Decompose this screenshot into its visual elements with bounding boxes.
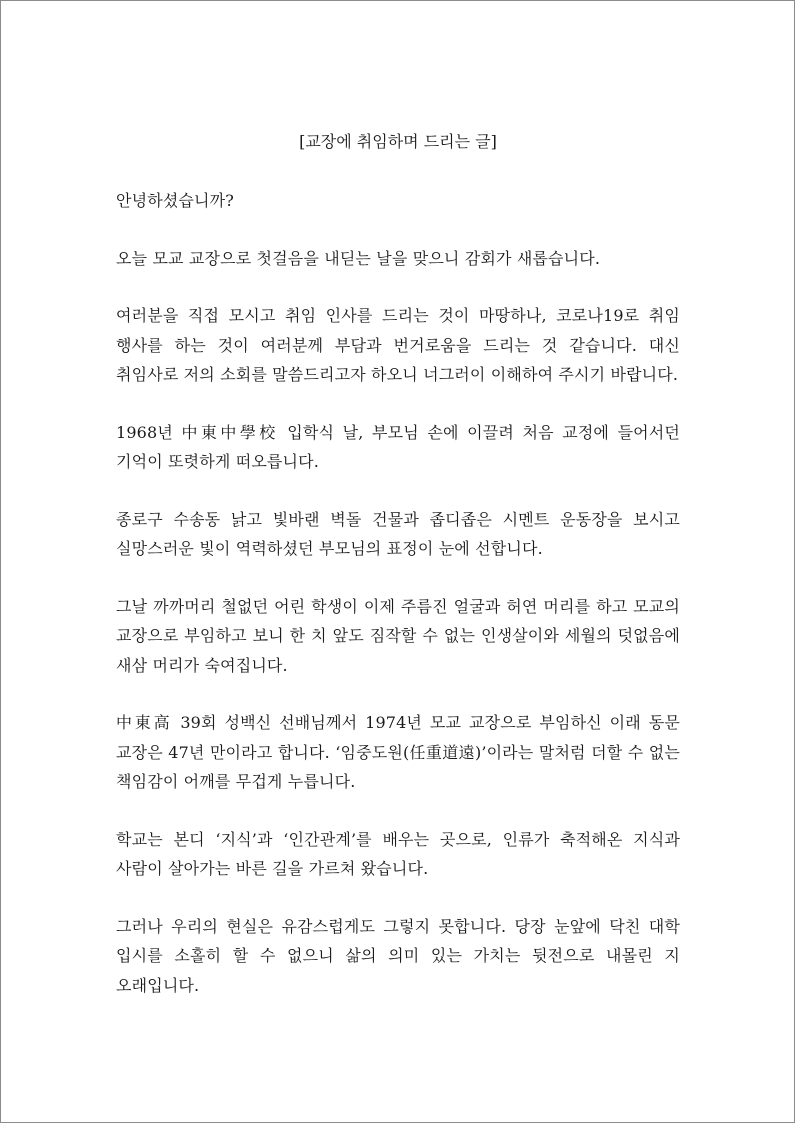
paragraph-old-campus: 종로구 수송동 낡고 빛바랜 벽돌 건물과 좁디좁은 시멘트 운동장을 보시고 실망스러운 빛이 역력하셨던 부모님의 표정이 눈에 선합니다. xyxy=(116,509,680,558)
paragraph-1968-memory: 1968년 中東中學校 입학식 날, 부모님 손에 이끌려 처음 교정에 들어서던 기억이 또렷하게 떠오릅니다. xyxy=(116,422,680,471)
paragraph-reflection: 그날 까까머리 철없던 어린 학생이 이제 주름진 얼굴과 허연 머리를 하고 모교의 교장으로 부임하고 보니 한 치 앞도 짐작할 수 없는 인생살이와 세월의 덧없음에 새삼 머리가 숙여집니다. xyxy=(116,596,680,675)
paragraph-first-day: 오늘 모교 교장으로 첫걸음을 내딛는 날을 맞으니 감회가 새롭습니다. xyxy=(116,248,601,268)
paragraph-greeting: 안녕하셨습니까? xyxy=(116,191,234,210)
document-title: [교장에 취임하며 드리는 글] xyxy=(299,132,497,151)
paragraph-reality: 그러나 우리의 현실은 유감스럽게도 그렇지 못합니다. 당장 눈앞에 닥친 대학 입시를 소홀히 할 수 없으니 삶의 의미 있는 가치는 뒷전으로 내몰린 지 오래입니다. xyxy=(116,916,680,995)
paragraph-school-purpose: 학교는 본디 ‘지식’과 ‘인간관계’를 배우는 곳으로, 인류가 축적해온 지식과 사람이 살아가는 바른 길을 가르쳐 왔습니다. xyxy=(116,829,680,878)
paragraph-alumni-principal: 中東高 39회 성백신 선배님께서 1974년 모교 교장으로 부임하신 이래 동문 교장은 47년 만이라고 합니다. ‘임중도원(任重道遠)’이라는 말처럼 더할 수 없는 책임감이 어깨를 무겁게 누릅니다. xyxy=(116,713,680,791)
paragraph-apology: 여러분을 직접 모시고 취임 인사를 드리는 것이 마땅하나, 코로나19로 취임 행사를 하는 것이 여러분께 부담과 번거로움을 드리는 것 같습니다. 대신 취임사로 저의 소회를 말씀드리고자 하오니 너그러이 이해하여 주시기 바랍니다. xyxy=(116,306,680,384)
document-body xyxy=(116,128,680,1028)
